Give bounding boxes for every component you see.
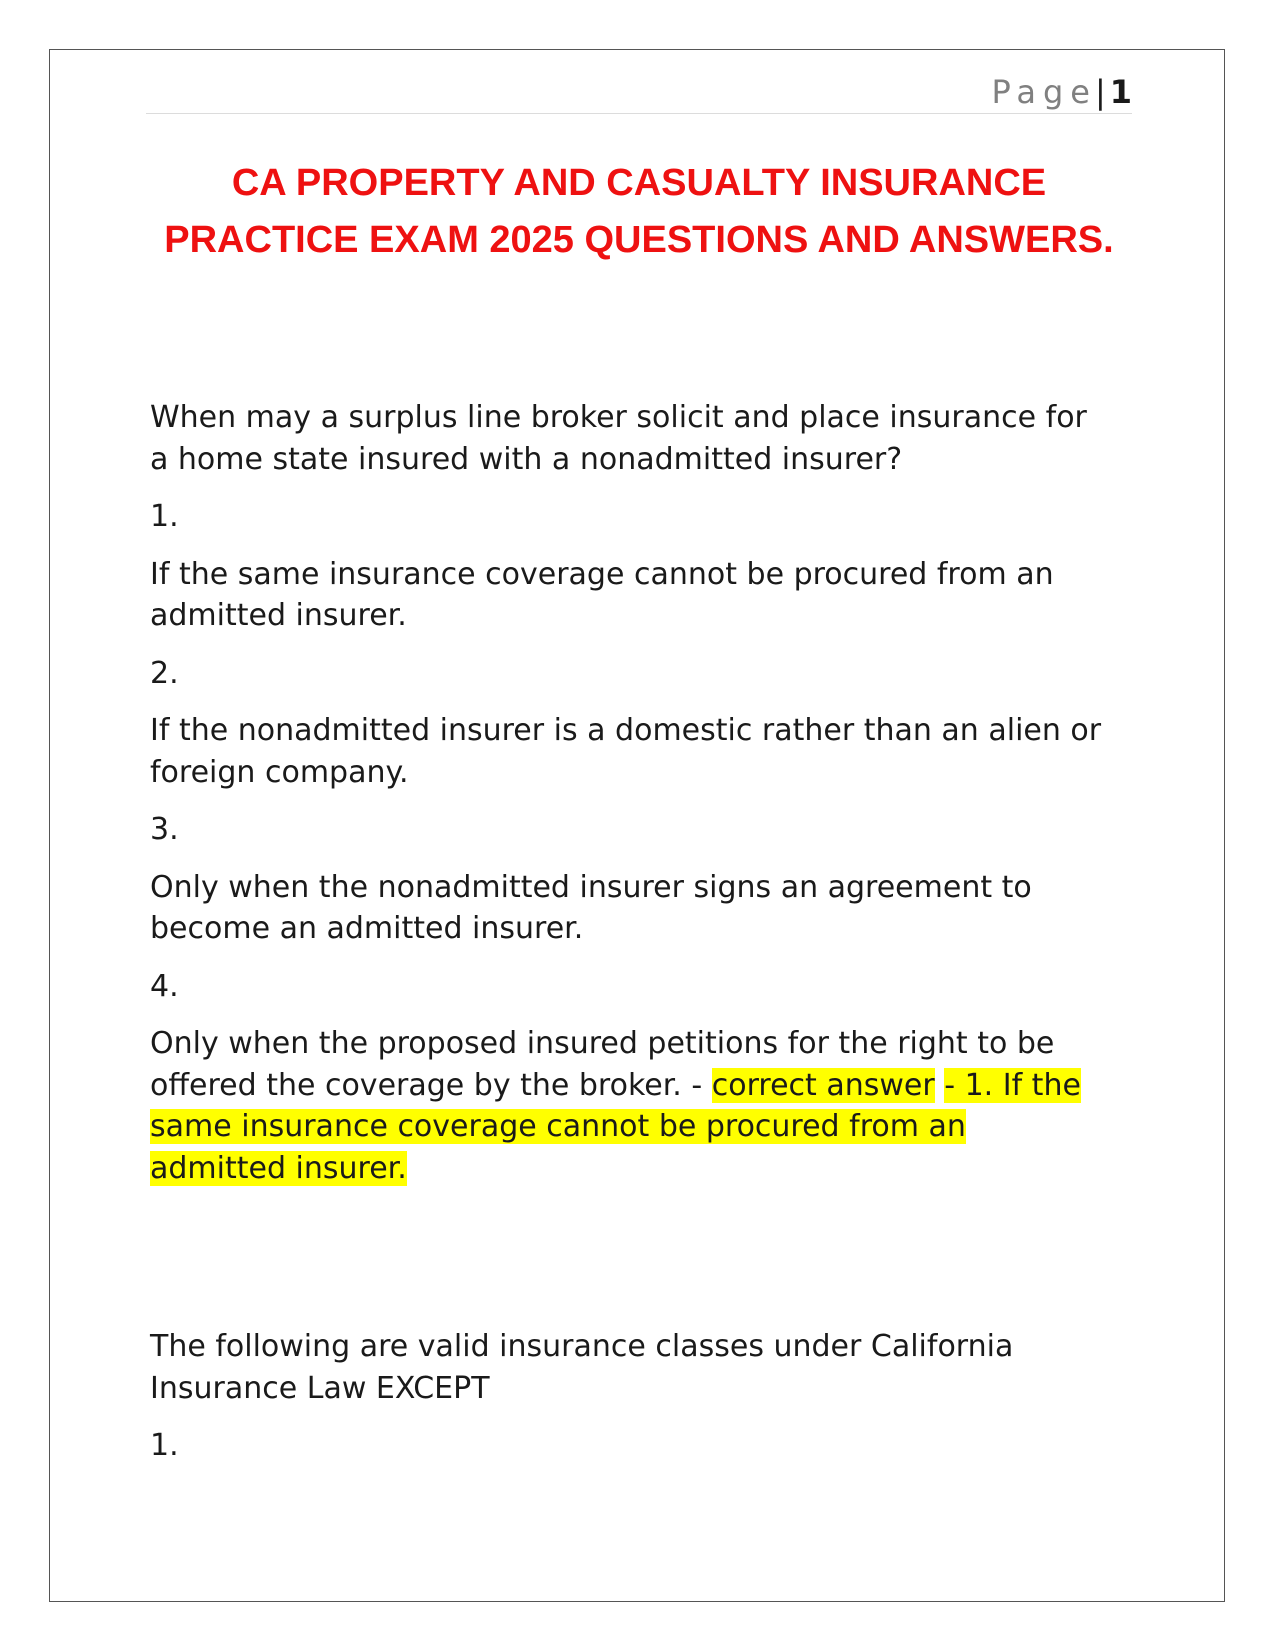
correct-answer-text: - 1. If the same insurance coverage cannot be procured from an admitted insurer. (150, 1067, 1081, 1186)
question-1-option-3-number: 3. (150, 812, 179, 847)
question-1-text: When may a surplus line broker solicit and place insurance for a home state insured with a nonadmitted insurer? (150, 400, 1087, 477)
page-number: 1 (1109, 73, 1132, 111)
page-header (146, 70, 1132, 114)
question-1-option-1-text: If the same insurance coverage cannot be procured from an admitted insurer. (150, 556, 1054, 633)
page-separator: | (1094, 73, 1106, 111)
question-2-option-1-number: 1. (150, 1428, 179, 1463)
question-2-text: The following are valid insurance classes under California Insurance Law EXCEPT (150, 1329, 1014, 1406)
question-1-option-4-paragraph (150, 1023, 1110, 1189)
page-label: Page (991, 73, 1097, 111)
document-title: CA PROPERTY AND CASUALTY INSURANCE PRACTICE EXAM 2025 QUESTIONS AND ANSWERS. (164, 162, 1114, 261)
document-body (150, 397, 1110, 1483)
question-1-option-4-number: 4. (150, 968, 179, 1004)
question-1-option-2-text: If the nonadmitted insurer is a domestic rather than an alien or foreign company. (150, 713, 1102, 790)
question-1-option-4-text: Only when the proposed insured petitions for the right to be offered the coverage by the broker. - (150, 1026, 1055, 1103)
question-1-option-3-text: Only when the nonadmitted insurer signs an agreement to become an admitted insurer. (150, 869, 1032, 946)
question-1-option-1-number: 1. (150, 499, 179, 534)
question-1-option-2-number: 2. (150, 655, 179, 691)
correct-answer-label: correct answer (711, 1067, 935, 1103)
question-spacer (150, 1205, 1110, 1326)
